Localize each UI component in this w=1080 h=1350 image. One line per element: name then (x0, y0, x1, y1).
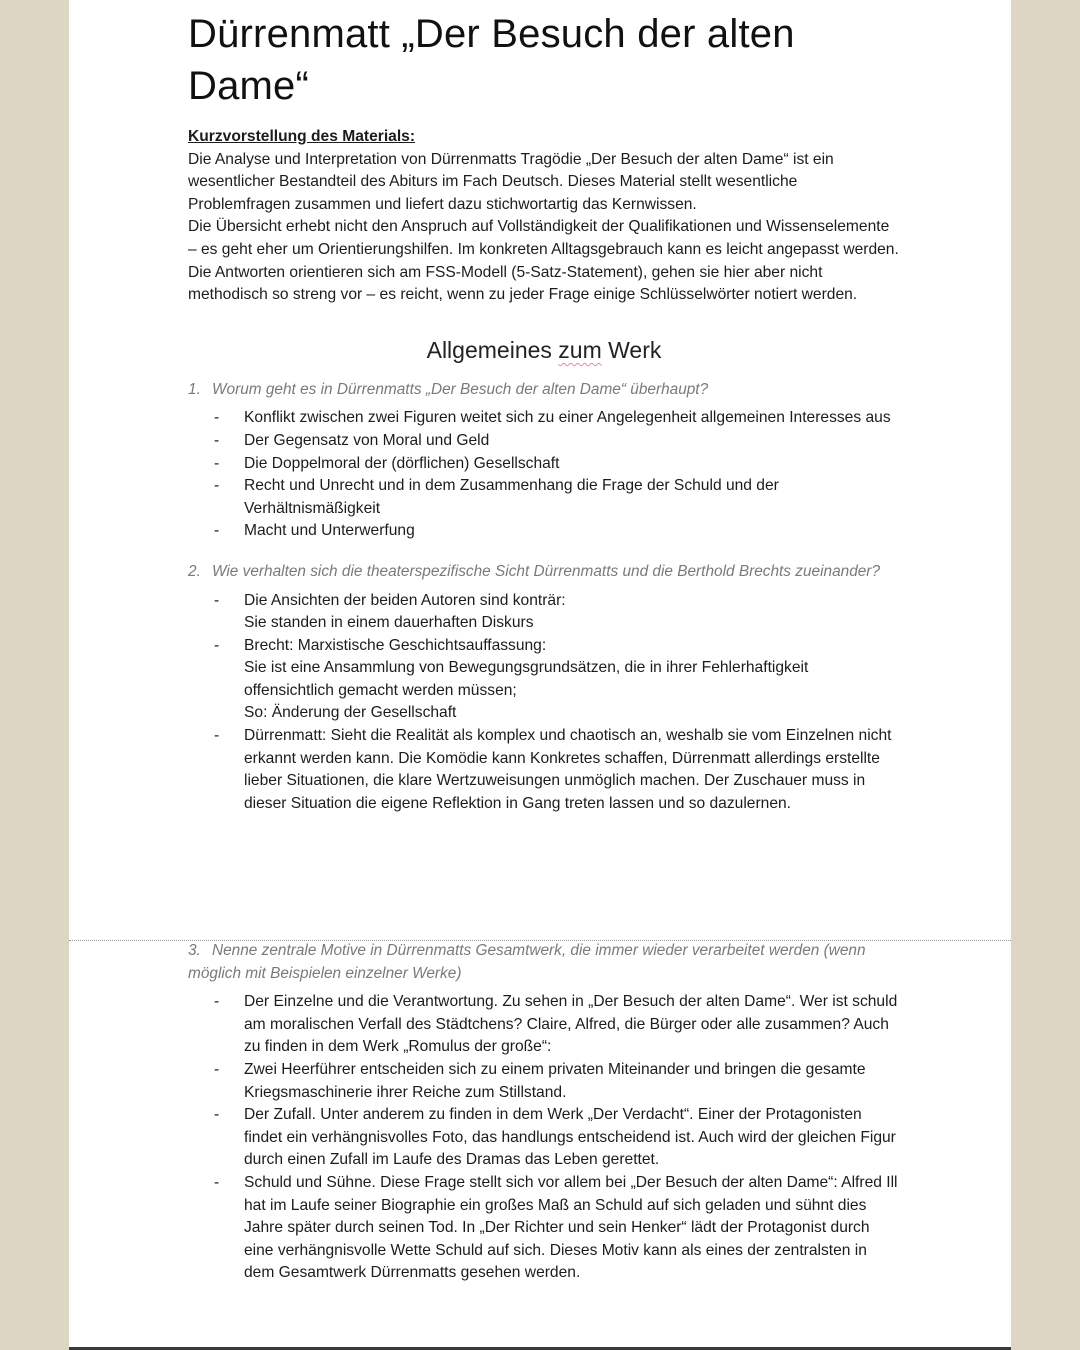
list-item-text: Dürrenmatt: Sieht die Realität als komplex und chaotisch an, weshalb sie vom Einzelnen nicht erkannt werden kann. Die Komödie kann Konkretes schaffen, Dürrenmatt allerdings erstellte lieber Situationen, die klare Wertzuweisungen unmöglich machen. Der Zuschauer muss in dieser Situation die eigene Reflektion in Gang treten lassen und so dazulernen. (244, 727, 892, 812)
list-item-text: Der Zufall. Unter anderem zu finden in dem Werk „Der Verdacht“. Einer der Protagonisten findet ein verhängnisvolles Foto, das handlungs entscheidend ist. Auch wird der gleichen Figur durch einen Zufall im Laufe des Dramas das Leben gerettet. (244, 1106, 896, 1169)
list-item (188, 1172, 900, 1285)
list-item (188, 430, 900, 453)
question-number: 2. (188, 562, 201, 580)
list-item (188, 590, 900, 635)
list-item (188, 635, 900, 725)
page-content-continued (188, 940, 900, 1285)
list-item-text: Der Einzelne und die Verantwortung. Zu sehen in „Der Besuch der alten Dame“. Wer ist schuld am moralischen Verfall des Städtchens? Claire, Alfred, die Bürger oder alle zusammen? Auch zu finden in dem Werk „Romulus der große“: (244, 993, 898, 1056)
answer-list-2 (188, 590, 900, 816)
document-title: Dürrenmatt „Der Besuch der alten Dame“ (188, 12, 795, 108)
list-item-text: Zwei Heerführer entscheiden sich zu einem privaten Miteinander und bringen die gesamte Kriegsmaschinerie ihrer Reiche zum Stillstand. (244, 1060, 866, 1101)
question-1 (188, 379, 900, 402)
list-item (188, 991, 900, 1059)
section-heading (188, 335, 900, 365)
list-dash: - (214, 1060, 220, 1078)
list-dash: - (214, 636, 220, 654)
question-text: Nenne zentrale Motive in Dürrenmatts Gesamtwerk, die immer wieder verarbeitet werden (wenn möglich mit Beispielen einzelner Werke) (188, 942, 866, 982)
list-item (188, 453, 900, 476)
list-dash: - (214, 431, 220, 449)
list-dash: - (214, 1173, 220, 1191)
question-number: 3. (188, 942, 201, 959)
spacer (188, 543, 900, 561)
list-item-text: Sie standen in einem dauerhaften Diskurs (244, 614, 534, 632)
intro-paragraph: Die Übersicht erhebt nicht den Anspruch auf Vollständigkeit der Qualifikationen und Wissenselemente – es geht eher um Orientierungshilfen. Im konkreten Alltagsgebrauch kann es leicht angepasst werden. (188, 218, 899, 258)
list-item-text: Macht und Unterwerfung (244, 522, 415, 540)
document-page (69, 0, 1011, 1350)
list-item (188, 1059, 900, 1104)
answer-list-1 (188, 407, 900, 543)
question-text: Worum geht es in Dürrenmatts „Der Besuch der alten Dame“ überhaupt? (212, 380, 709, 398)
page-content (188, 8, 900, 815)
list-item (188, 475, 900, 520)
list-item (188, 725, 900, 815)
list-dash: - (214, 1106, 220, 1124)
list-dash: - (214, 522, 220, 540)
question-text: Wie verhalten sich die theaterspezifische Sicht Dürrenmatts und die Berthold Brechts zueinander? (212, 562, 880, 580)
list-item-text: So: Änderung der Gesellschaft (244, 704, 457, 722)
list-item (188, 1104, 900, 1172)
list-dash: - (214, 409, 220, 427)
list-item (188, 407, 900, 430)
list-item-text: Der Gegensatz von Moral und Geld (244, 431, 490, 449)
list-item-text: Die Ansichten der beiden Autoren sind konträr: (244, 591, 566, 609)
question-3 (188, 940, 900, 985)
list-item-text: Recht und Unrecht und in dem Zusammenhang die Frage der Schuld und der Verhältnismäßigkeit (244, 477, 779, 517)
list-dash: - (214, 591, 220, 609)
question-number: 1. (188, 380, 201, 398)
list-item-text: Brecht: Marxistische Geschichtsauffassung: (244, 636, 547, 654)
question-2 (188, 561, 900, 584)
intro-paragraph: Die Antworten orientieren sich am FSS-Modell (5-Satz-Statement), gehen sie hier aber nicht methodisch so streng vor – es reicht, wenn zu jeder Frage einige Schlüsselwörter notiert werden. (188, 263, 858, 304)
list-item-text: Die Doppelmoral der (dörflichen) Gesellschaft (244, 454, 560, 472)
list-dash: - (214, 993, 220, 1011)
intro-paragraph: Die Analyse und Interpretation von Dürrenmatts Tragödie „Der Besuch der alten Dame“ ist ein wesentlicher Bestandteil des Abiturs im Fach Deutsch. Dieses Material stellt wesentliche Problemfragen zusammen und liefert dazu stichwortartig das Kernwissen. (188, 150, 834, 213)
intro-heading: Kurzvorstellung des Materials: (188, 128, 416, 145)
list-dash: - (214, 727, 220, 745)
section-heading-start: Allgemeines (426, 336, 559, 363)
list-item-text: Schuld und Sühne. Diese Frage stellt sich vor allem bei „Der Besuch der alten Dame“: Alfred Ill hat im Laufe seiner Biographie ein großes Maß an Schuld auf sich geladen und sühnt dies Jahre später durch seinen Tod. In „Der Richter und sein Henker“ lädt der Protagonist durch eine verhängnisvolle Wette Schuld auf sich. Dieses Motiv kann als eines der zentralsten in dem Gesamtwerk Dürrenmatts gesehen werden. (244, 1173, 898, 1282)
spellcheck-marked-word: zum (558, 336, 602, 363)
section-heading-end: Werk (601, 336, 662, 363)
list-item-text: Sie ist eine Ansammlung von Bewegungsgrundsätzen, die in ihrer Fehlerhaftigkeit offensichtlich gemacht werden müssen; (244, 659, 809, 699)
list-dash: - (214, 454, 220, 472)
answer-list-3 (188, 991, 900, 1285)
list-dash: - (214, 477, 220, 495)
list-item (188, 520, 900, 543)
list-item-text: Konflikt zwischen zwei Figuren weitet sich zu einer Angelegenheit allgemeinen Interesses aus (244, 409, 891, 427)
